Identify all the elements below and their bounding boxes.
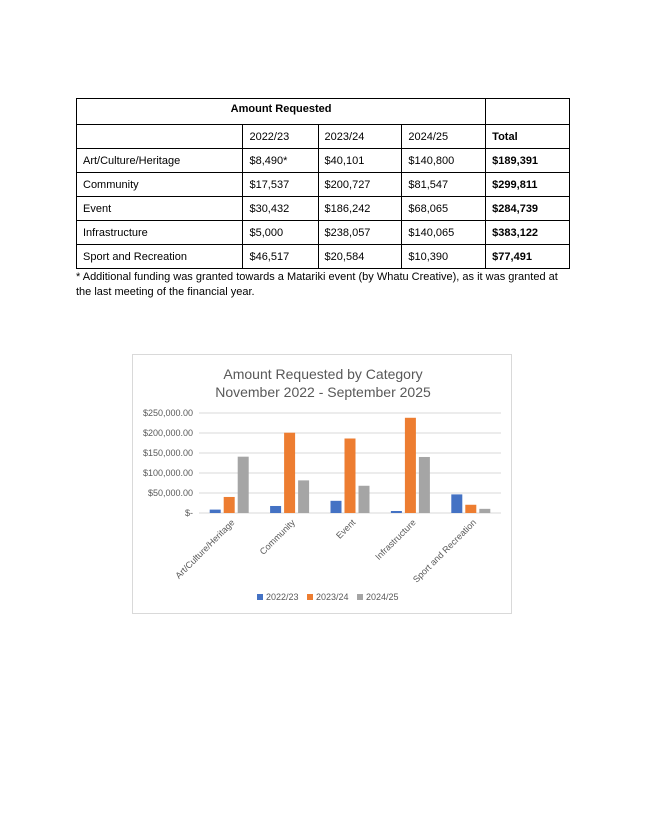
bar	[419, 457, 430, 513]
table-cell: $46,517	[243, 245, 318, 269]
table-cell: Sport and Recreation	[77, 245, 243, 269]
y-tick-label: $50,000.00	[147, 488, 193, 498]
table-title-row	[77, 99, 570, 125]
table-footnote: * Additional funding was granted towards a Matariki event (by Whatu Creative), as it was granted at the last meeting of the financial year.	[76, 271, 558, 298]
chart-subtitle: November 2022 - September 2025	[215, 384, 431, 400]
bar	[270, 506, 281, 513]
column-header: 2022/23	[243, 125, 318, 149]
y-tick-label: $100,000.00	[142, 468, 193, 478]
table-cell: Infrastructure	[77, 221, 243, 245]
legend-swatch	[357, 594, 363, 600]
column-header	[77, 125, 243, 149]
legend-label: 2024/25	[366, 592, 399, 602]
table-row	[77, 245, 570, 269]
legend-swatch	[307, 594, 313, 600]
table-cell: $40,101	[318, 149, 402, 173]
table-cell: $77,491	[486, 245, 570, 269]
table-row	[77, 173, 570, 197]
column-header: 2024/25	[402, 125, 486, 149]
bar	[451, 494, 462, 513]
x-tick-label: Infrastructure	[373, 517, 418, 562]
bar	[479, 509, 490, 513]
x-tick-label: Art/Culture/Heritage	[173, 517, 237, 581]
table-cell: $186,242	[318, 197, 402, 221]
table-cell: $284,739	[486, 197, 570, 221]
table-cell: $299,811	[486, 173, 570, 197]
bar	[391, 511, 402, 513]
x-tick-label: Event	[334, 517, 358, 541]
table-cell: Art/Culture/Heritage	[77, 149, 243, 173]
y-tick-label: $150,000.00	[142, 448, 193, 458]
table-cell: Event	[77, 197, 243, 221]
column-header: 2023/24	[318, 125, 402, 149]
bar	[331, 501, 342, 513]
table-cell: Community	[77, 173, 243, 197]
table-cell: $8,490*	[243, 149, 318, 173]
bar	[238, 457, 249, 513]
bar	[465, 505, 476, 513]
table-row	[77, 197, 570, 221]
chart-title: Amount Requested by Category	[223, 366, 423, 382]
chart-canvas	[133, 355, 513, 615]
y-tick-label: $-	[184, 508, 193, 518]
table-title: Amount Requested	[77, 99, 486, 125]
bar	[405, 418, 416, 513]
amount-requested-table	[76, 98, 570, 269]
table-row	[77, 221, 570, 245]
bar-chart	[132, 354, 512, 614]
table-row	[77, 149, 570, 173]
table-cell: $383,122	[486, 221, 570, 245]
bar	[359, 486, 370, 513]
legend-swatch	[257, 594, 263, 600]
y-tick-label: $250,000.00	[142, 408, 193, 418]
table-cell: $10,390	[402, 245, 486, 269]
table-cell: $81,547	[402, 173, 486, 197]
x-tick-label: Community	[257, 517, 298, 557]
legend-label: 2023/24	[316, 592, 349, 602]
bar	[210, 510, 221, 513]
x-tick-label: Sport and Recreation	[410, 517, 479, 585]
table-cell: $238,057	[318, 221, 402, 245]
table-cell: $189,391	[486, 149, 570, 173]
bar	[224, 497, 235, 513]
bar	[345, 439, 356, 513]
y-tick-label: $200,000.00	[142, 428, 193, 438]
legend-label: 2022/23	[266, 592, 299, 602]
table-cell: $68,065	[402, 197, 486, 221]
bar	[284, 433, 295, 513]
table-cell: $5,000	[243, 221, 318, 245]
table-cell: $140,800	[402, 149, 486, 173]
table-cell: $20,584	[318, 245, 402, 269]
table-title-blank	[486, 99, 570, 125]
table-cell: $30,432	[243, 197, 318, 221]
table-cell: $17,537	[243, 173, 318, 197]
table-cell: $200,727	[318, 173, 402, 197]
column-header: Total	[486, 125, 570, 149]
bar	[298, 480, 309, 513]
table-cell: $140,065	[402, 221, 486, 245]
table-header-row	[77, 125, 570, 149]
